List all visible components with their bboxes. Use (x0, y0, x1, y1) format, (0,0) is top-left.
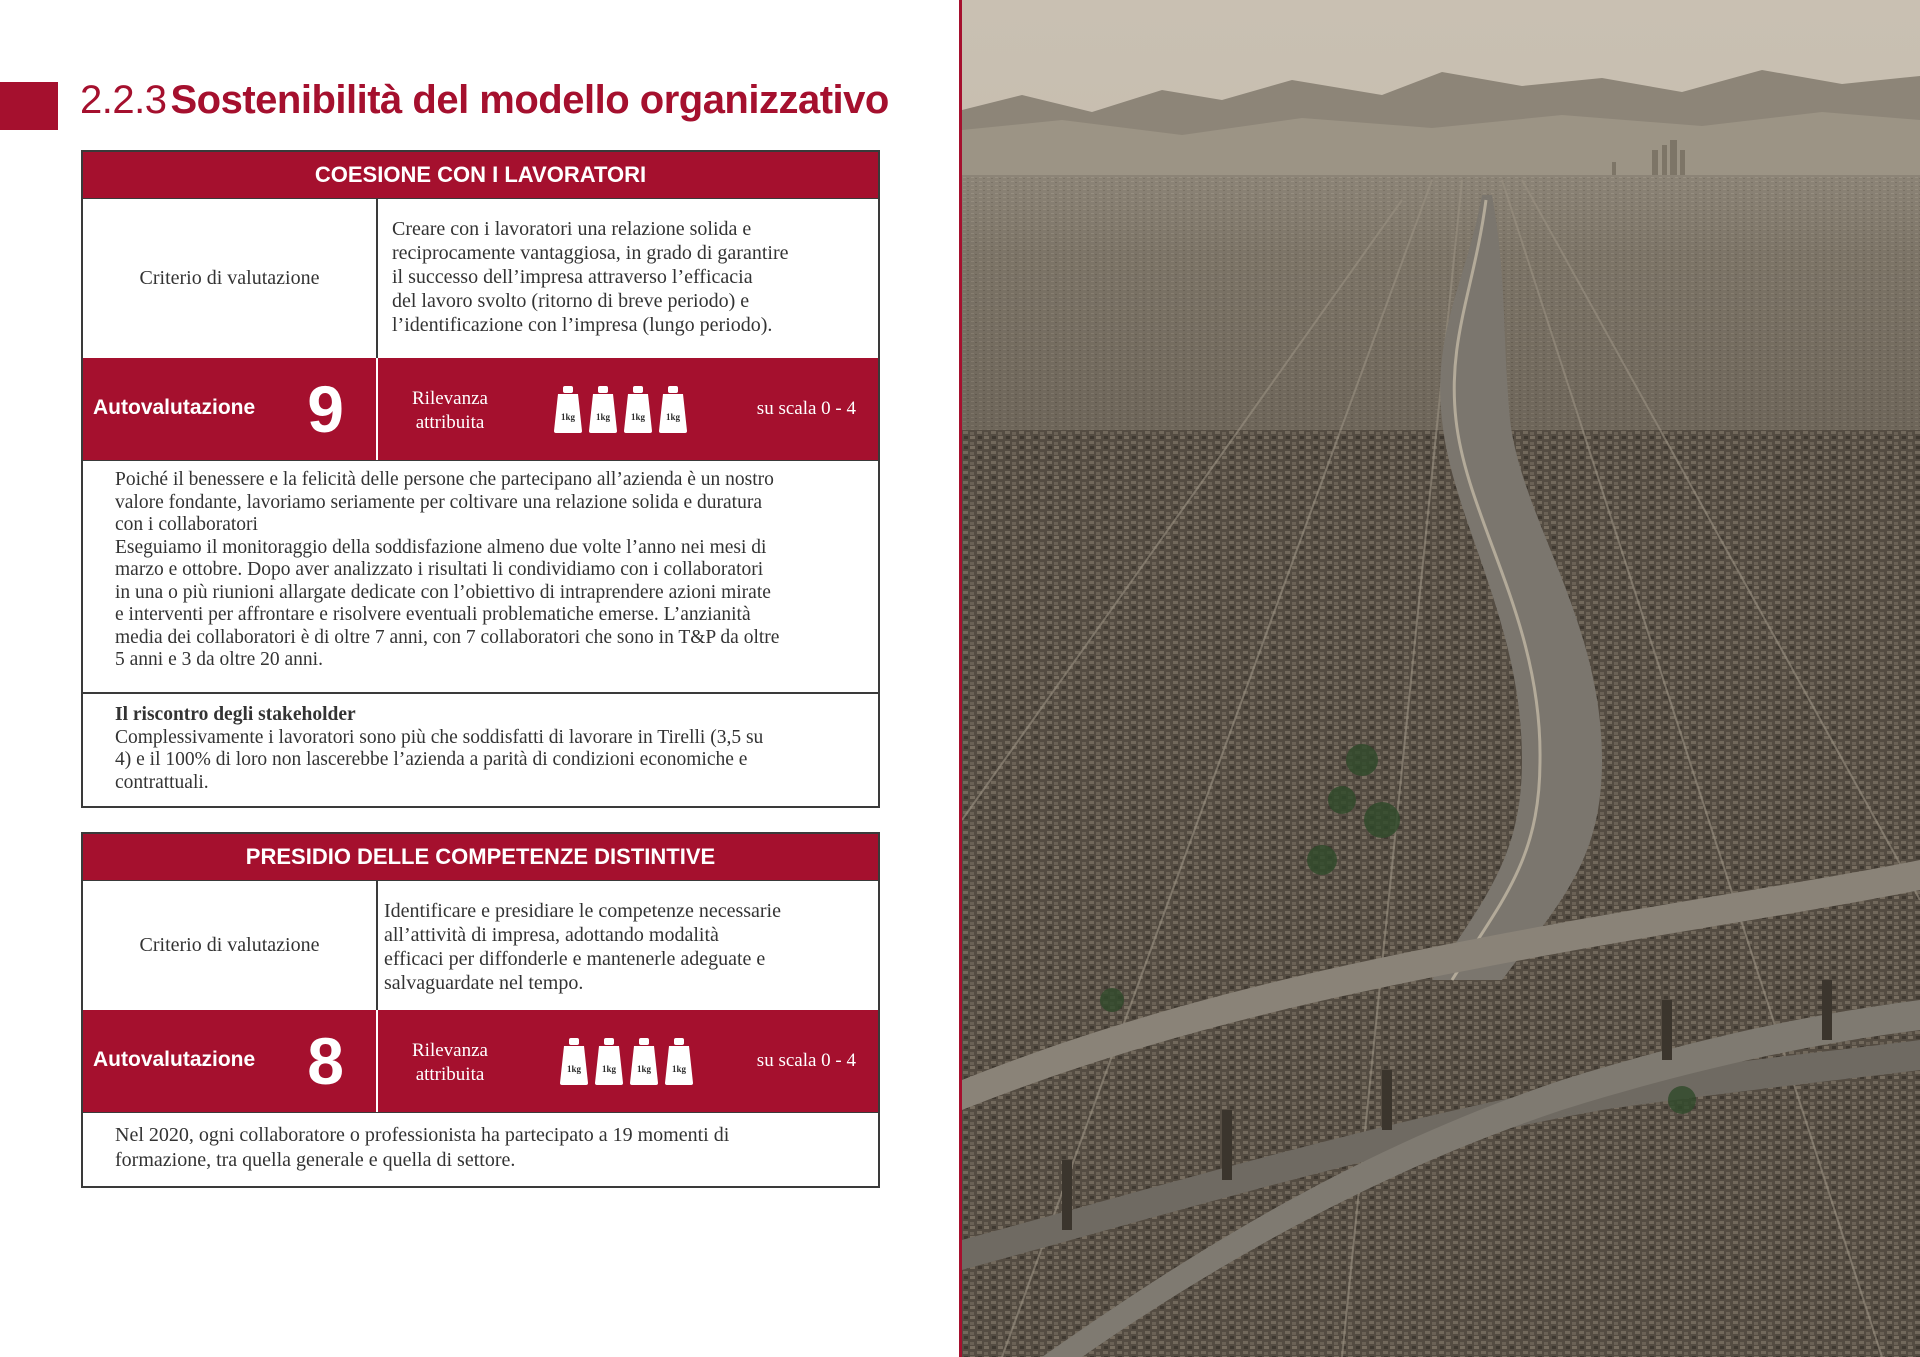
card-presidio-competenze (81, 832, 880, 1188)
section-number: 2.2.3 (80, 78, 167, 122)
weight-label: 1kg (636, 1064, 652, 1074)
weight-label: 1kg (560, 412, 576, 422)
card-coesione-lavoratori (81, 150, 880, 808)
body-line: Complessivamente i lavoratori sono più che soddisfatti di lavorare in Tirelli (3,5 su (115, 726, 764, 748)
weight-label: 1kg (566, 1064, 582, 1074)
card-body (83, 1112, 878, 1186)
weight-icon (663, 1036, 695, 1086)
weight-label: 1kg (595, 412, 611, 422)
relevance-weights (552, 384, 689, 434)
section-heading (80, 78, 889, 123)
criterion-text (378, 881, 878, 1010)
weight-icon (587, 384, 619, 434)
criterion-line: efficaci per diffonderle e mantenerle adeguate e (384, 948, 766, 970)
criterion-line: Identificare e presidiare le competenze necessarie (384, 900, 781, 922)
stakeholder-feedback (83, 692, 878, 806)
relevance-weights (558, 1036, 695, 1086)
relevance-label (412, 1039, 488, 1087)
body-line: formazione, tra quella generale e quella di settore. (115, 1149, 516, 1171)
aerial-highway-photo (962, 0, 1920, 1357)
criterion-line: l’identificazione con l’impresa (lungo periodo). (392, 314, 773, 336)
section-accent-block (0, 82, 58, 130)
relevance-block (378, 358, 878, 460)
card-title: COESIONE CON I LAVORATORI (83, 152, 878, 198)
section-title: Sostenibilità del modello organizzativo (170, 78, 889, 122)
weight-label: 1kg (665, 412, 681, 422)
body-line: 4) e il 100% di loro non lascerebbe l’azienda a parità di condizioni economiche e (115, 749, 748, 770)
card-title: PRESIDIO DELLE COMPETENZE DISTINTIVE (83, 834, 878, 880)
score-row (83, 358, 878, 460)
criterion-text (378, 199, 878, 358)
self-assessment-label: Autovalutazione (93, 1048, 256, 1071)
criterion-line: il successo dell’impresa attraverso l’efficacia (392, 266, 753, 288)
relevance-label-line: attribuita (415, 1064, 485, 1085)
criterion-line: salvaguardate nel tempo. (384, 972, 584, 994)
body-line: con i collaboratori (115, 514, 258, 535)
score-row (83, 1010, 878, 1112)
criterion-line: Creare con i lavoratori una relazione solida e (392, 218, 752, 240)
weight-icon (593, 1036, 625, 1086)
self-assessment (83, 358, 378, 460)
criterion-row (83, 198, 878, 358)
weight-icon (552, 384, 584, 434)
stakeholder-title: Il riscontro degli stakeholder (115, 704, 356, 725)
criterion-label: Criterio di valutazione (83, 881, 378, 1010)
weight-icon (622, 384, 654, 434)
criterion-line: reciprocamente vantaggiosa, in grado di garantire (392, 242, 789, 264)
weight-icon (657, 384, 689, 434)
body-line: marzo e ottobre. Dopo aver analizzato i risultati li condividiamo con i collaboratori (115, 559, 764, 580)
self-assessment-score: 9 (307, 372, 344, 446)
self-assessment-score: 8 (307, 1024, 344, 1098)
card-body (83, 460, 878, 692)
body-line: contrattuali. (115, 771, 209, 793)
criterion-line: all’attività di impresa, adottando modalità (384, 924, 719, 946)
scale-label: su scala 0 - 4 (756, 398, 856, 419)
relevance-label-line: attribuita (415, 412, 485, 433)
body-line: Poiché il benessere e la felicità delle persone che partecipano all’azienda è un nostro (115, 469, 774, 490)
weight-icon (628, 1036, 660, 1086)
body-line: Eseguiamo il monitoraggio della soddisfazione almeno due volte l’anno nei mesi di (115, 536, 767, 558)
self-assessment (83, 1010, 378, 1112)
body-line: media dei collaboratori è di oltre 7 anni, con 7 collaboratori che sono in T&P da oltre (115, 626, 780, 648)
body-line: valore fondante, lavoriamo seriamente per coltivare una relazione solida e duratura (115, 491, 762, 513)
criterion-line: del lavoro svolto (ritorno di breve periodo) e (392, 290, 750, 312)
relevance-block (378, 1010, 878, 1112)
weight-icon (558, 1036, 590, 1086)
self-assessment-label: Autovalutazione (93, 396, 256, 419)
aerial-highway-photo-icon (962, 0, 1920, 1357)
weight-label: 1kg (630, 412, 646, 422)
weight-label: 1kg (601, 1064, 617, 1074)
relevance-label (412, 387, 488, 435)
body-line: Nel 2020, ogni collaboratore o professionista ha partecipato a 19 momenti di (115, 1124, 730, 1146)
body-line: e interventi per affrontare e risolvere eventuali problematiche emerse. L’anzianità (115, 604, 751, 625)
body-line: in una o più riunioni allargate dedicate con l’obiettivo di intraprendere azioni mirate (115, 581, 771, 603)
criterion-row (83, 880, 878, 1010)
criterion-label: Criterio di valutazione (83, 199, 378, 358)
weight-label: 1kg (671, 1064, 687, 1074)
relevance-label-line: Rilevanza (412, 388, 488, 409)
body-line: 5 anni e 3 da oltre 20 anni. (115, 649, 323, 670)
relevance-label-line: Rilevanza (412, 1040, 488, 1061)
scale-label: su scala 0 - 4 (756, 1050, 856, 1071)
